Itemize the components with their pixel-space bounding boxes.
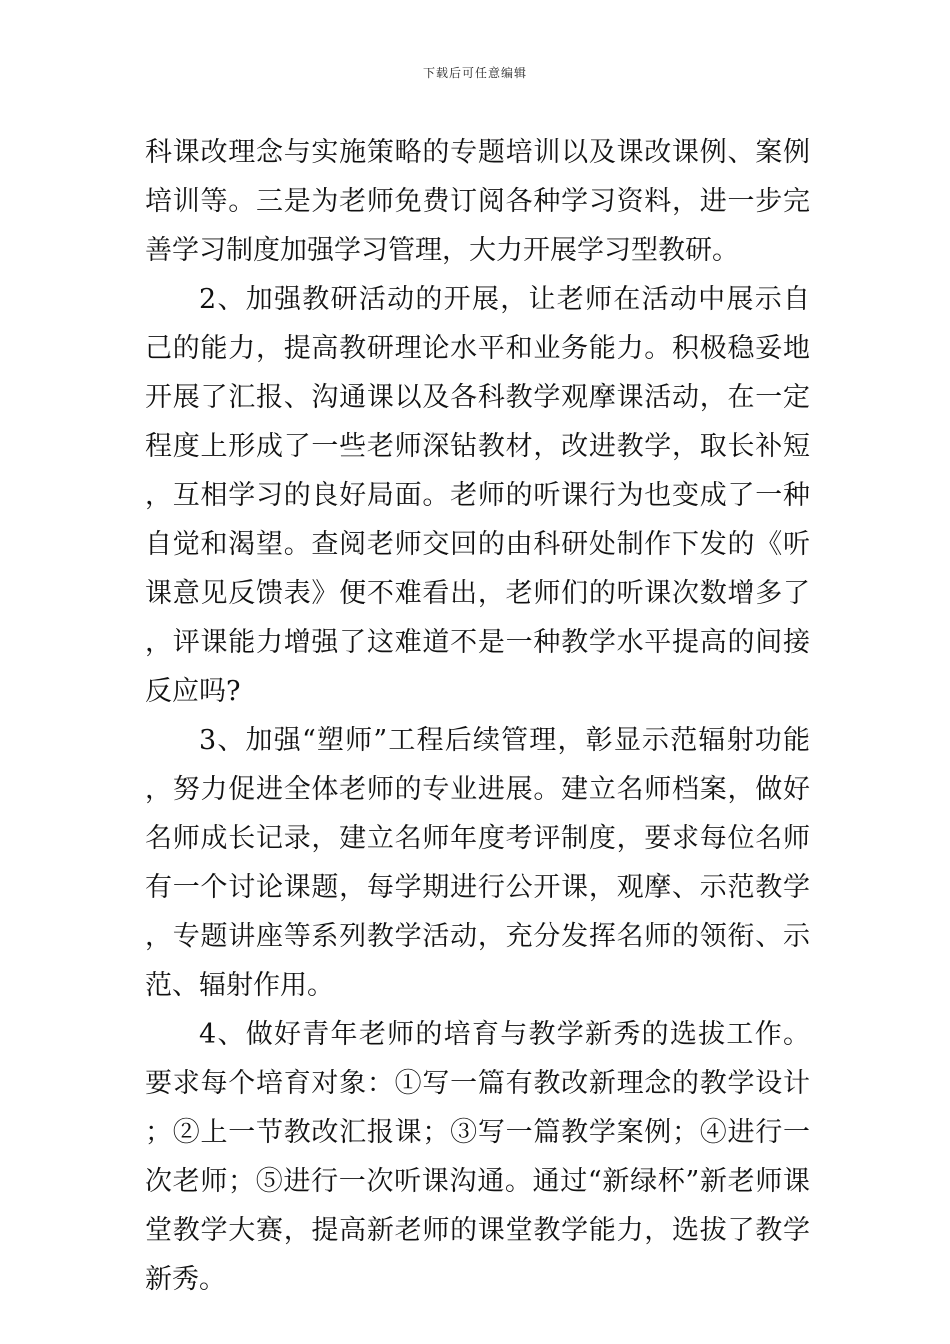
page-header: 下载后可任意编辑 <box>422 66 527 80</box>
paragraph-item-2: 2、加强教研活动的开展，让老师在活动中展示自己的能力，提高教研理论水平和业务能力。积极稳妥地开展了汇报、沟通课以及各科教学观摩课活动，在一定程度上形成了一些老师深钻教材，改进教学，取长补短，互相学习的良好局面。老师的听课行为也变成了一种自觉和渴望。查阅老师交回的由科研处制作下发的《听课意见反馈表》便不难看出，老师们的听课次数增多了，评课能力增强了这难道不是一种教学水平提高的间接反应吗? <box>145 284 810 707</box>
document-body <box>145 128 810 1304</box>
paragraph-item-4: 4、做好青年老师的培育与教学新秀的选拔工作。要求每个培育对象：①写一篇有教改新理念的教学设计；②上一节教改汇报课；③写一篇教学案例；④进行一次老师；⑤进行一次听课沟通。通过“新绿杯”新老师课堂教学大赛，提高新老师的课堂教学能力，选拔了教学新秀。 <box>145 1019 810 1295</box>
paragraph-continued: 科课改理念与实施策略的专题培训以及课改课例、案例培训等。三是为老师免费订阅各种学习资料，进一步完善学习制度加强学习管理，大力开展学习型教研。 <box>145 137 810 266</box>
paragraph-item-3: 3、加强“塑师”工程后续管理，彰显示范辐射功能，努力促进全体老师的专业进展。建立名师档案，做好名师成长记录，建立名师年度考评制度，要求每位名师有一个讨论课题，每学期进行公开课，观摩、示范教学，专题讲座等系列教学活动，充分发挥名师的领衔、示范、辐射作用。 <box>145 725 810 1001</box>
